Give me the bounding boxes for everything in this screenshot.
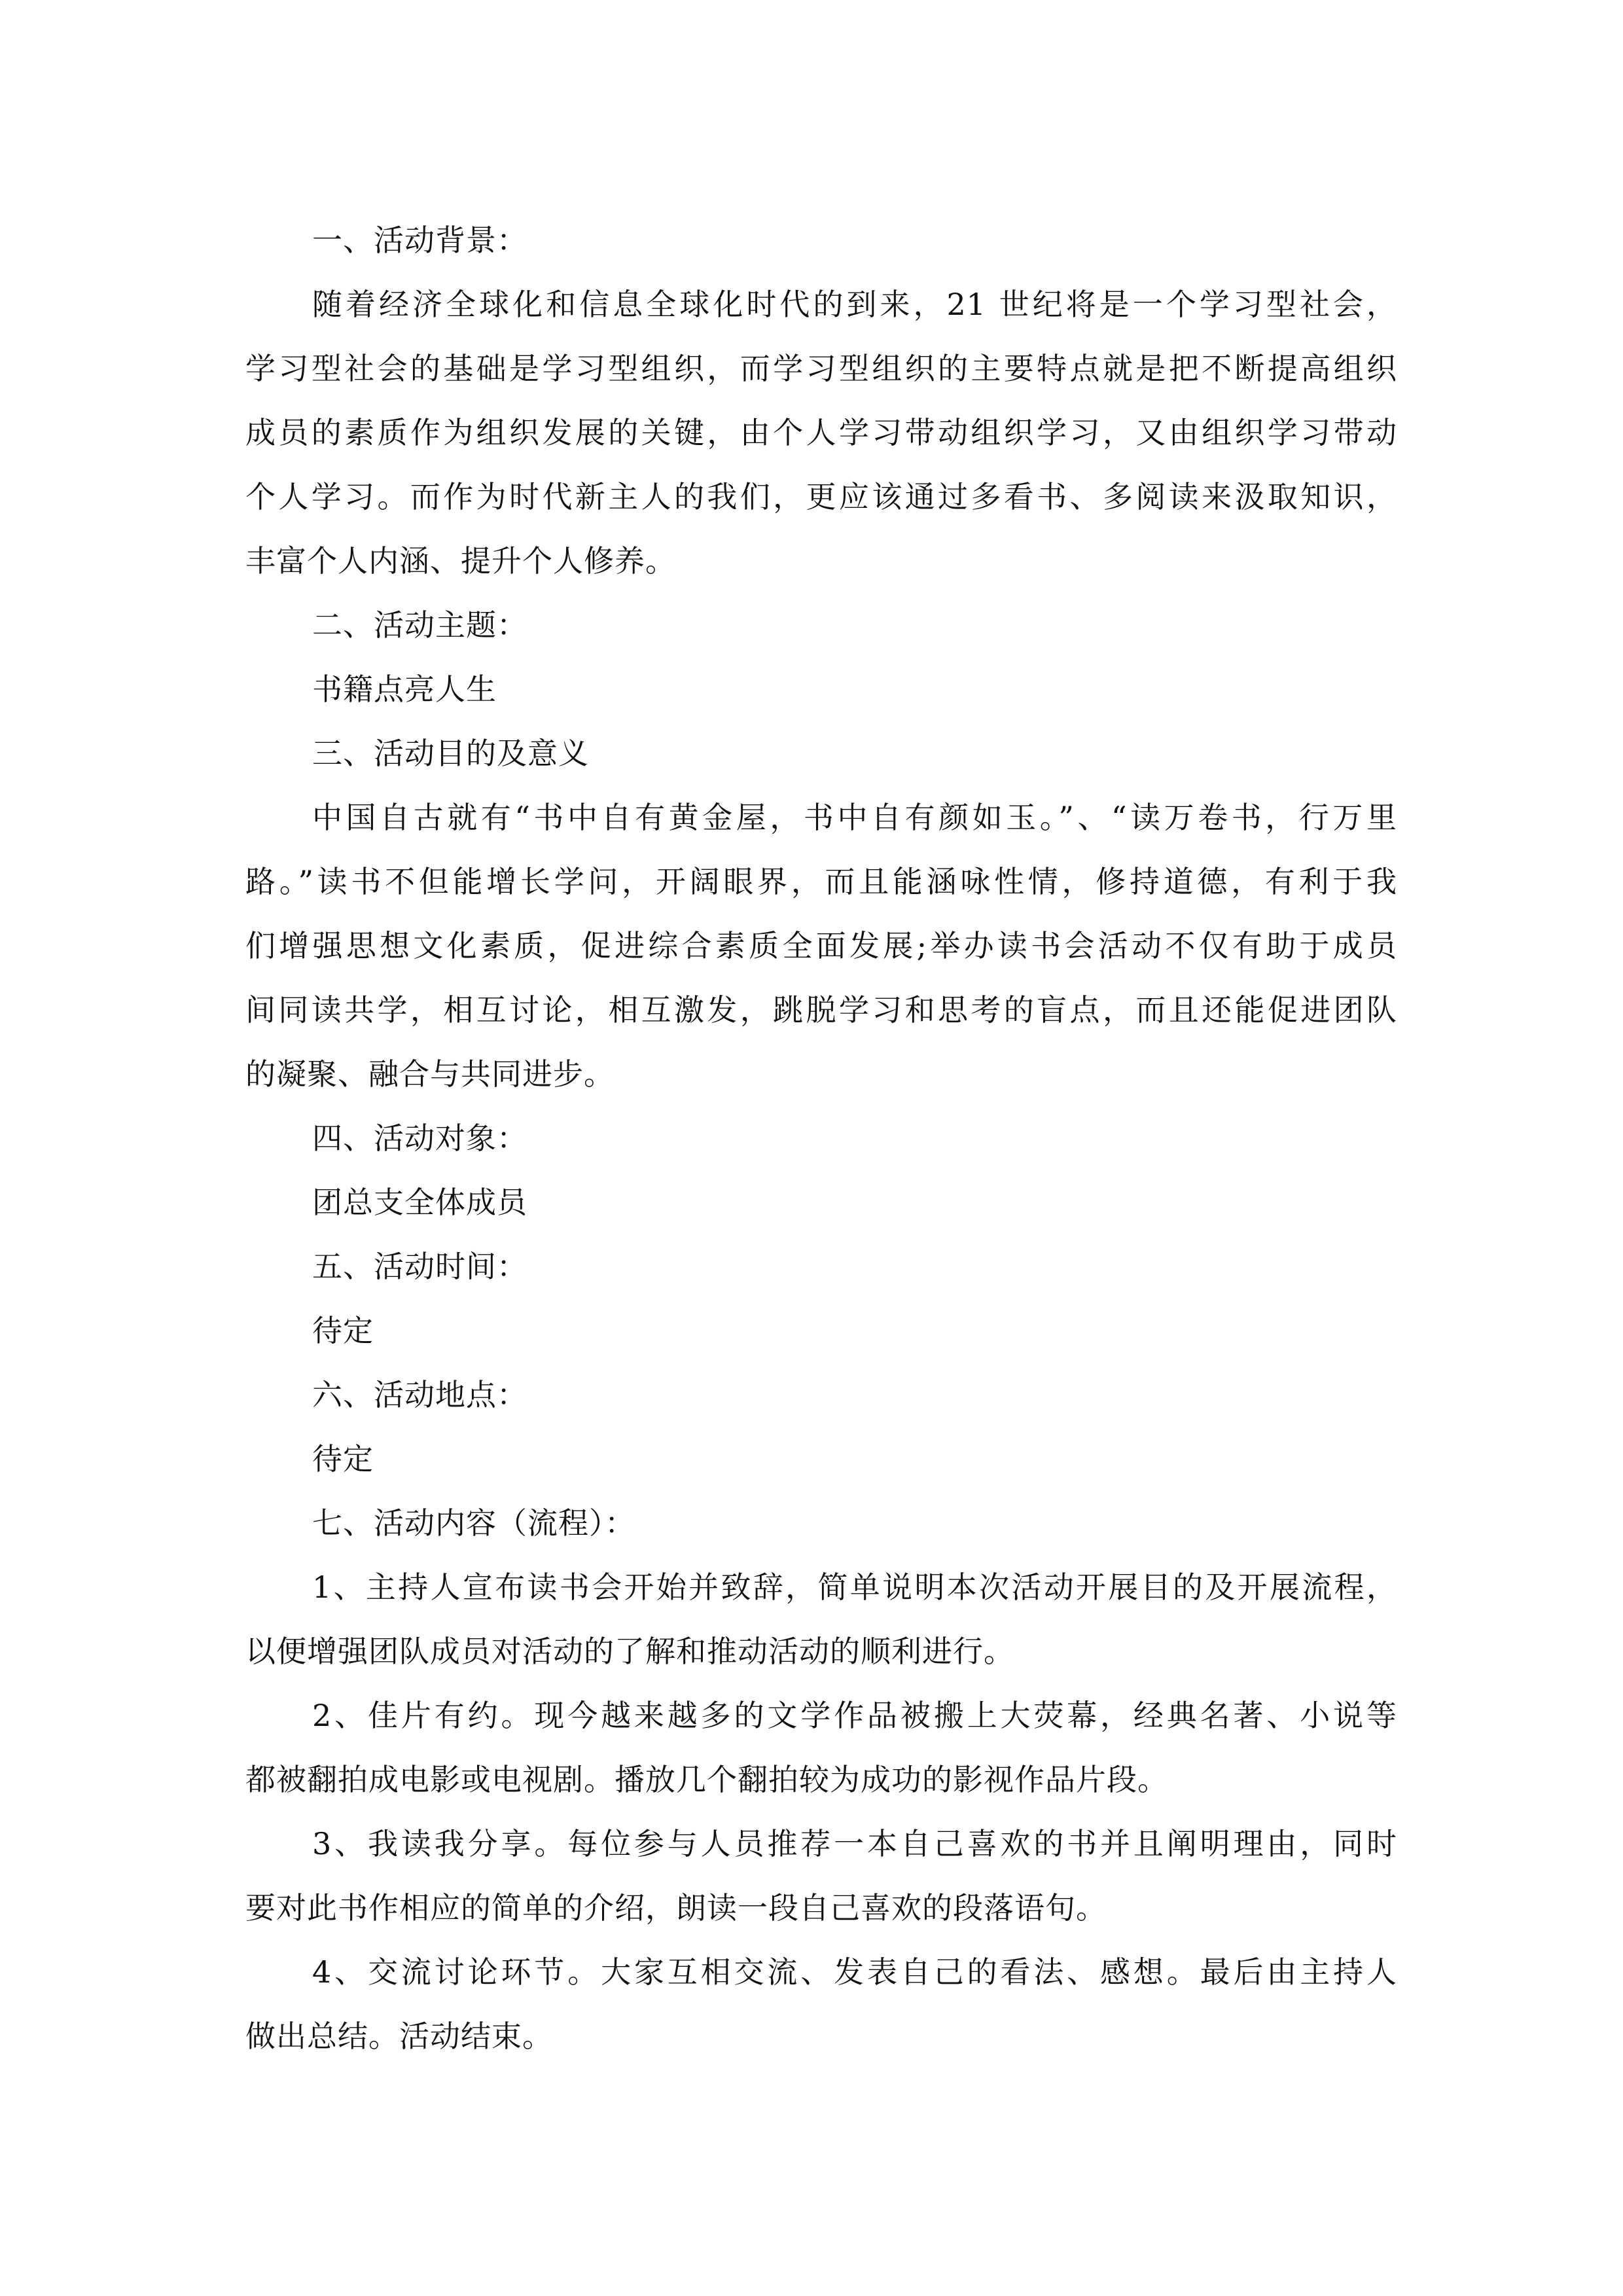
section-heading-audience: 四、活动对象：: [312, 1121, 527, 1156]
theme-text: 书籍点亮人生: [312, 672, 497, 707]
paragraph-line: 学习型社会的基础是学习型组织，而学习型组织的主要特点就是把不断提高组织: [245, 351, 1397, 386]
list-item-line: 要对此书作相应的简单的介绍，朗读一段自己喜欢的段落语句。: [245, 1890, 1107, 1926]
paragraph-line: 的凝聚、融合与共同进步。: [245, 1056, 615, 1092]
section-heading-time: 五、活动时间：: [312, 1249, 527, 1284]
section-heading-purpose: 三、活动目的及意义: [312, 736, 589, 771]
paragraph-line: 成员的素质作为组织发展的关键，由个人学习带动组织学习，又由组织学习带动: [245, 415, 1397, 450]
section-heading-theme: 二、活动主题：: [312, 607, 527, 643]
paragraph-line: 随着经济全球化和信息全球化时代的到来，21 世纪将是一个学习型社会，: [312, 287, 1397, 322]
list-item-line: 1、主持人宣布读书会开始并致辞，简单说明本次活动开展目的及开展流程，: [312, 1570, 1397, 1605]
list-item-line: 2、佳片有约。现今越来越多的文学作品被搬上大荧幕，经典名著、小说等: [312, 1698, 1397, 1733]
list-item-line: 做出总结。活动结束。: [245, 2018, 553, 2054]
time-text: 待定: [312, 1313, 374, 1348]
audience-text: 团总支全体成员: [312, 1185, 527, 1220]
section-heading-background: 一、活动背景：: [312, 223, 527, 258]
paragraph-line: 路。”读书不但能增长学问，开阔眼界，而且能涵咏性情，修持道德，有利于我: [245, 864, 1397, 899]
paragraph-line: 个人学习。而作为时代新主人的我们，更应该通过多看书、多阅读来汲取知识，: [245, 479, 1397, 514]
section-heading-content: 七、活动内容（流程）：: [312, 1505, 635, 1541]
list-item-line: 都被翻拍成电影或电视剧。播放几个翻拍较为成功的影视作品片段。: [245, 1762, 1168, 1797]
paragraph-line: 中国自古就有“书中自有黄金屋，书中自有颜如玉。”、“读万卷书，行万里: [312, 800, 1397, 835]
section-heading-location: 六、活动地点：: [312, 1377, 527, 1412]
list-item-line: 4、交流讨论环节。大家互相交流、发表自己的看法、感想。最后由主持人: [312, 1954, 1397, 1990]
list-item-line: 以便增强团队成员对活动的了解和推动活动的顺利进行。: [245, 1634, 1014, 1669]
paragraph-line: 们增强思想文化素质，促进综合素质全面发展;举办读书会活动不仅有助于成员: [245, 928, 1397, 963]
paragraph-line: 间同读共学，相互讨论，相互激发，跳脱学习和思考的盲点，而且还能促进团队: [245, 992, 1397, 1028]
document-body: [245, 208, 1397, 2068]
list-item-line: 3、我读我分享。每位参与人员推荐一本自己喜欢的书并且阐明理由，同时: [312, 1826, 1397, 1861]
location-text: 待定: [312, 1441, 374, 1477]
paragraph-line: 丰富个人内涵、提升个人修养。: [245, 543, 676, 579]
